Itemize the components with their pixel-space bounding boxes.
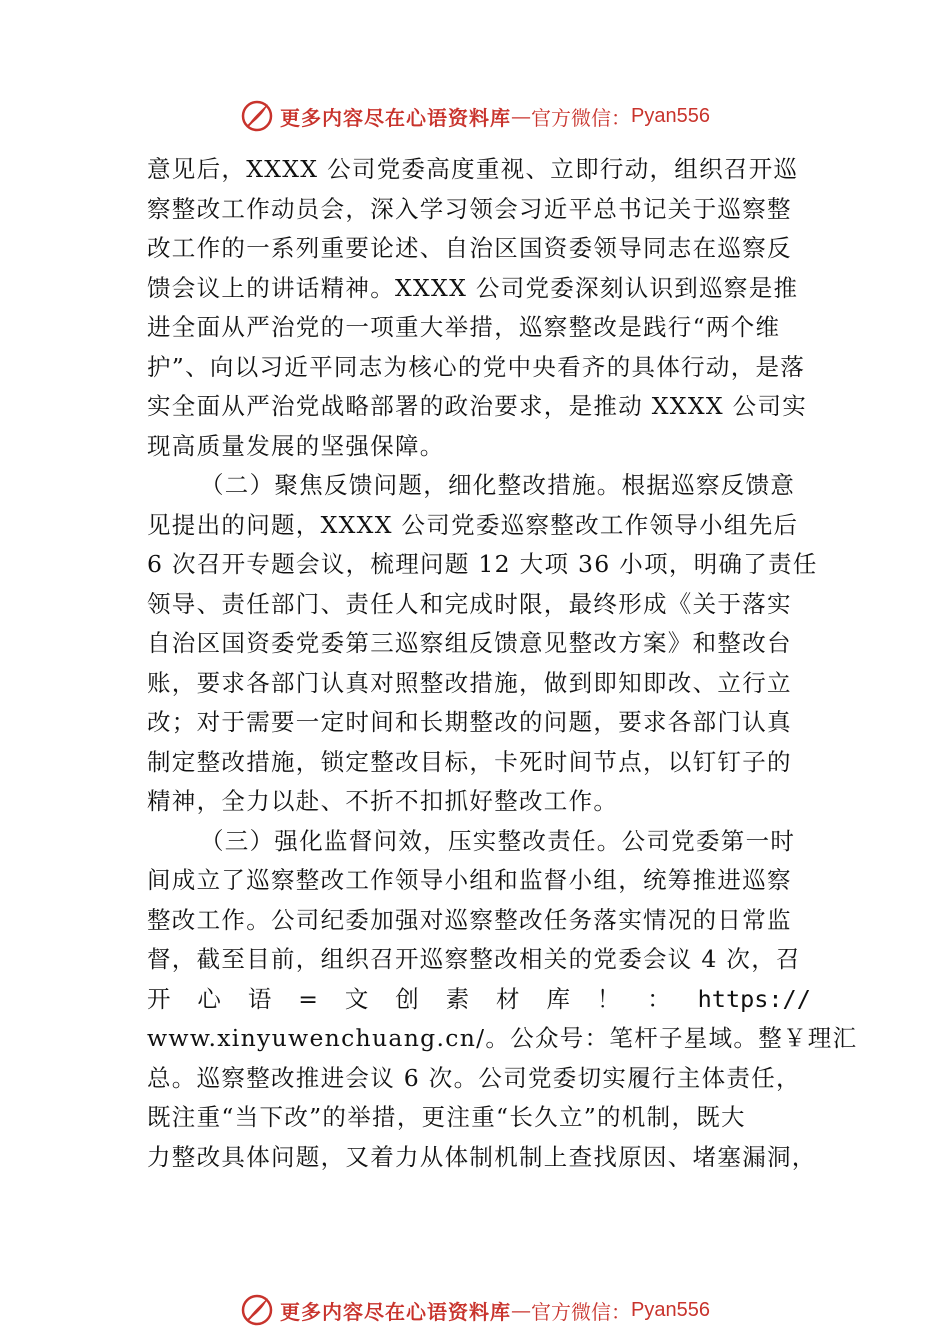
spread-char: 语 [247, 984, 273, 1013]
text-line: 整改工作。公司纪委加强对巡察整改任务落实情况的日常监 [147, 905, 792, 934]
text-line: 力整改具体问题，又着力从体制机制上查找原因、堵塞漏洞， [147, 1142, 817, 1171]
watermark-title: 更多内容尽在心语资料库 [280, 105, 512, 130]
text-line: 实全面从严治党战略部署的政治要求，是推动 XXXX 公司实 [147, 392, 808, 420]
text-line: 进全面从严治党的一项重大举措，巡察整改是践行“两个维 [147, 313, 781, 341]
section-heading-2: （二）聚焦反馈问题，细化整改措施。根据巡察反馈意 [200, 471, 796, 499]
text-line: 自治区国资委党委第三巡察组反馈意见整改方案》和整改台 [147, 629, 792, 657]
text-line-url: www.xinyuwenchuang.cn/。公众号：笔杆子星域。整￥理汇 [147, 1024, 858, 1052]
text-line: 6 次召开专题会议，梳理问题 12 大项 36 小项，明确了责任 [147, 550, 818, 578]
spread-char: 文 [344, 984, 370, 1013]
spread-char: 素 [445, 984, 471, 1013]
watermark-wechat-id: Pyan556 [631, 1298, 710, 1321]
watermark-wechat-id: Pyan556 [631, 104, 710, 127]
watermark-header [0, 96, 950, 136]
spread-url-start: https:// [697, 984, 811, 1013]
spread-text-line [147, 980, 811, 1020]
text-line: 精神，全力以赴、不折不扣抓好整改工作。 [147, 787, 619, 815]
spread-char: 开 [147, 984, 172, 1013]
text-line: 既注重“当下改”的举措，更注重“长久立”的机制，既大 [147, 1103, 746, 1131]
text-line: 意见后，XXXX 公司党委高度重视、立即行动，组织召开巡 [147, 155, 799, 183]
text-line: 改；对于需要一定时间和长期整改的问题，要求各部门认真 [147, 708, 792, 736]
spread-char: 心 [197, 984, 223, 1013]
text-line: 现高质量发展的坚强保障。 [147, 431, 445, 460]
watermark-wechat-label: 官方微信： [531, 105, 632, 130]
spread-char: 创 [395, 984, 421, 1013]
spread-char: = [298, 984, 320, 1013]
watermark-footer [0, 1290, 950, 1330]
text-line: 改工作的一系列重要论述、自治区国资委领导同志在巡察反 [147, 234, 792, 262]
spread-char: ： [647, 984, 673, 1013]
watermark-title: 更多内容尽在心语资料库 [280, 1299, 512, 1324]
document-body [147, 150, 858, 1177]
quill-logo-icon [240, 99, 274, 133]
text-line: 察整改工作动员会，深入学习领会习近平总书记关于巡察整 [147, 194, 792, 223]
text-line: 馈会议上的讲话精神。XXXX 公司党委深刻认识到巡察是推 [147, 273, 799, 302]
watermark-dash: — [511, 104, 532, 128]
text-line: 总。巡察整改推进会议 6 次。公司党委切实履行主体责任， [147, 1063, 801, 1092]
text-line: 账，要求各部门认真对照整改措施，做到即知即改、立行立 [147, 668, 792, 697]
section-heading-3: （三）强化监督问效，压实整改责任。公司党委第一时 [200, 826, 796, 855]
quill-logo-icon [240, 1293, 274, 1327]
watermark-dash: — [511, 1298, 532, 1322]
watermark-wechat-label: 官方微信： [531, 1299, 632, 1324]
text-line: 间成立了巡察整改工作领导小组和监督小组，统筹推进巡察 [147, 866, 792, 894]
text-line: 制定整改措施，锁定整改目标，卡死时间节点，以钉钉子的 [147, 747, 792, 776]
spread-char: 材 [496, 984, 521, 1013]
spread-char: 库 [546, 984, 572, 1013]
text-line: 见提出的问题，XXXX 公司党委巡察整改工作领导小组先后 [147, 510, 799, 539]
text-line: 护”、向以习近平同志为核心的党中央看齐的具体行动，是落 [147, 352, 806, 381]
text-line: 督，截至目前，组织召开巡察整改相关的党委会议 4 次，召 [147, 945, 801, 973]
text-line: 领导、责任部门、责任人和完成时限，最终形成《关于落实 [147, 589, 792, 618]
spread-char: ！ [596, 984, 622, 1013]
